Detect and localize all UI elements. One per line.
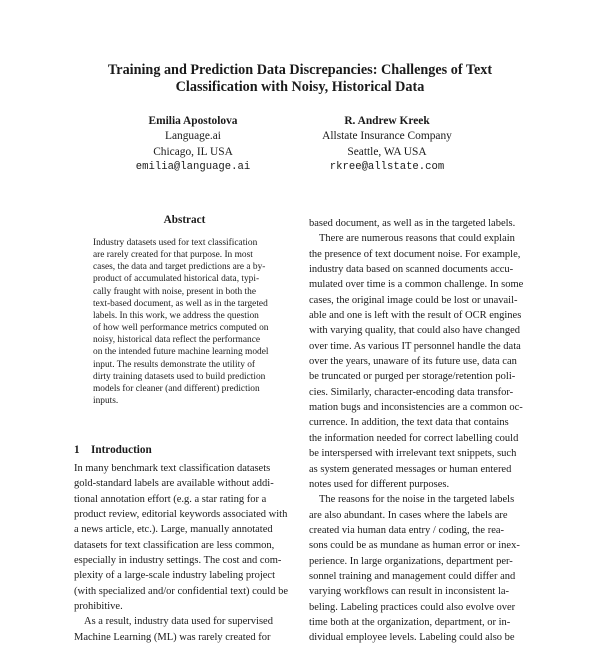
text-line: currence. In addition, the text data that contains (309, 417, 509, 429)
text-line: sonnel training and management could differ and (309, 570, 516, 582)
paragraph (74, 614, 294, 645)
text-line: be interspersed with irrelevant text snippets, such (309, 448, 517, 460)
text-line: are also abundant. In cases where the labels are (309, 509, 508, 521)
text-line: based document, as well as in the targeted labels. (309, 218, 516, 229)
section-title: Introduction (91, 444, 152, 456)
text-line: varying workflows can result in inconsistent la- (309, 586, 510, 598)
text-line: the information needed for correct labelling could (309, 432, 519, 444)
author-email: emilia@language.ai (135, 160, 251, 173)
text-line: There are numerous reasons that could explain (319, 233, 515, 245)
text-line: dividual employee levels. Labeling could also be (309, 632, 515, 644)
text-line: datasets for text classification are less common, (74, 539, 275, 551)
text-line: over the years, unaware of its future use, data can (309, 356, 517, 368)
abstract-heading: Abstract (163, 214, 206, 226)
left-column-text (74, 461, 294, 645)
text-line: a news article, etc.). Large, manually annotated (74, 524, 273, 536)
paragraph (309, 231, 532, 492)
abstract-line: input. The results demonstrate the utility of (93, 359, 256, 370)
text-line: time both at the organization, department, or in- (309, 616, 511, 628)
text-line: gold-standard labels are available without addi- (74, 478, 274, 490)
text-line: beling. Labeling practices could also evolve over (309, 601, 516, 613)
section-number: 1 (74, 444, 80, 456)
text-line: (with specialized and/or confidential text) could be (74, 585, 289, 597)
author-location: Chicago, IL USA (153, 145, 233, 158)
text-line: perience. In large organizations, department per- (309, 555, 513, 567)
abstract-line: models for cleaner (and different) prediction (93, 383, 260, 394)
text-line: the presence of text document noise. For example, (309, 248, 521, 260)
abstract-line: noisy, historical data reflect the performance (93, 335, 261, 346)
text-line: product review, editorial keywords associated with (74, 509, 288, 521)
paper-title (60, 62, 540, 96)
paragraph (309, 216, 532, 231)
right-column-text (309, 216, 532, 646)
paragraph (74, 461, 294, 614)
abstract-line: of how well performance metrics computed on (93, 323, 269, 334)
abstract-body (93, 237, 278, 407)
paragraph (309, 492, 532, 645)
abstract-line: cases, the data and target predictions are a by- (93, 262, 266, 273)
author-block-1 (83, 114, 303, 175)
text-line: notes used for different purposes. (309, 478, 450, 490)
section-heading-introduction (74, 444, 152, 456)
text-line: mation bugs and inconsistencies are a common oc- (309, 402, 523, 414)
author-affiliation: Language.ai (165, 130, 221, 143)
text-line: cases, the original image could be lost or unavail- (309, 294, 518, 306)
text-line: plexity of a large-scale industry labeling project (74, 570, 275, 582)
abstract-line: are rarely created for that purpose. In most (93, 250, 253, 261)
text-line: As a result, industry data used for supervised (84, 616, 273, 628)
text-line: created via human data entry / coding, the rea- (309, 524, 505, 536)
text-line: over time. As various IT personnel handle the data (309, 340, 521, 352)
title-line: Training and Prediction Data Discrepancies: Challenges of Text (107, 62, 493, 78)
title-line: Classification with Noisy, Historical Data (175, 79, 425, 95)
abstract-line: text-based document, as well as in the targeted (93, 298, 268, 309)
text-line: sons could be as mundane as human error or inex- (309, 540, 520, 552)
text-line: as system generated messages or human entered (309, 463, 512, 475)
text-line: In many benchmark text classification datasets (74, 463, 271, 474)
text-line: prohibitive. (74, 601, 123, 613)
text-line: especially in industry settings. The cost and com- (74, 555, 282, 567)
text-line: be truncated or purged per storage/retention poli- (309, 371, 516, 383)
text-line: mulated over time is a common challenge. In some (309, 279, 524, 291)
text-line: Machine Learning (ML) was rarely created for (74, 631, 271, 643)
author-affiliation: Allstate Insurance Company (322, 130, 452, 143)
author-email: rkree@allstate.com (329, 160, 445, 173)
text-line: with varying quality, that could also have changed (309, 325, 521, 337)
abstract-line: inputs. (93, 396, 119, 407)
author-block-2 (277, 114, 497, 175)
author-name: R. Andrew Kreek (344, 115, 430, 127)
abstract-line: on the intended future machine learning model (93, 347, 269, 358)
abstract-line: Industry datasets used for text classification (93, 238, 258, 248)
author-name: Emilia Apostolova (148, 115, 238, 127)
text-line: tional annotation effort (e.g. a star rating for a (74, 493, 267, 505)
abstract-line: cally fraught with noise, present in both the (93, 286, 256, 297)
text-line: cies. Similarly, character-encoding data transfor- (309, 386, 514, 398)
author-location: Seattle, WA USA (347, 145, 427, 158)
text-line: industry data based on scanned documents accu- (309, 264, 514, 276)
abstract-line: labels. In this work, we address the question (93, 310, 259, 321)
abstract-line: dirty training datasets used to build prediction (93, 371, 266, 382)
text-line: able and one is left with the result of OCR engines (309, 310, 522, 322)
abstract-line: product of accumulated historical data, typi- (93, 274, 260, 285)
text-line: The reasons for the noise in the targeted labels (319, 494, 515, 506)
